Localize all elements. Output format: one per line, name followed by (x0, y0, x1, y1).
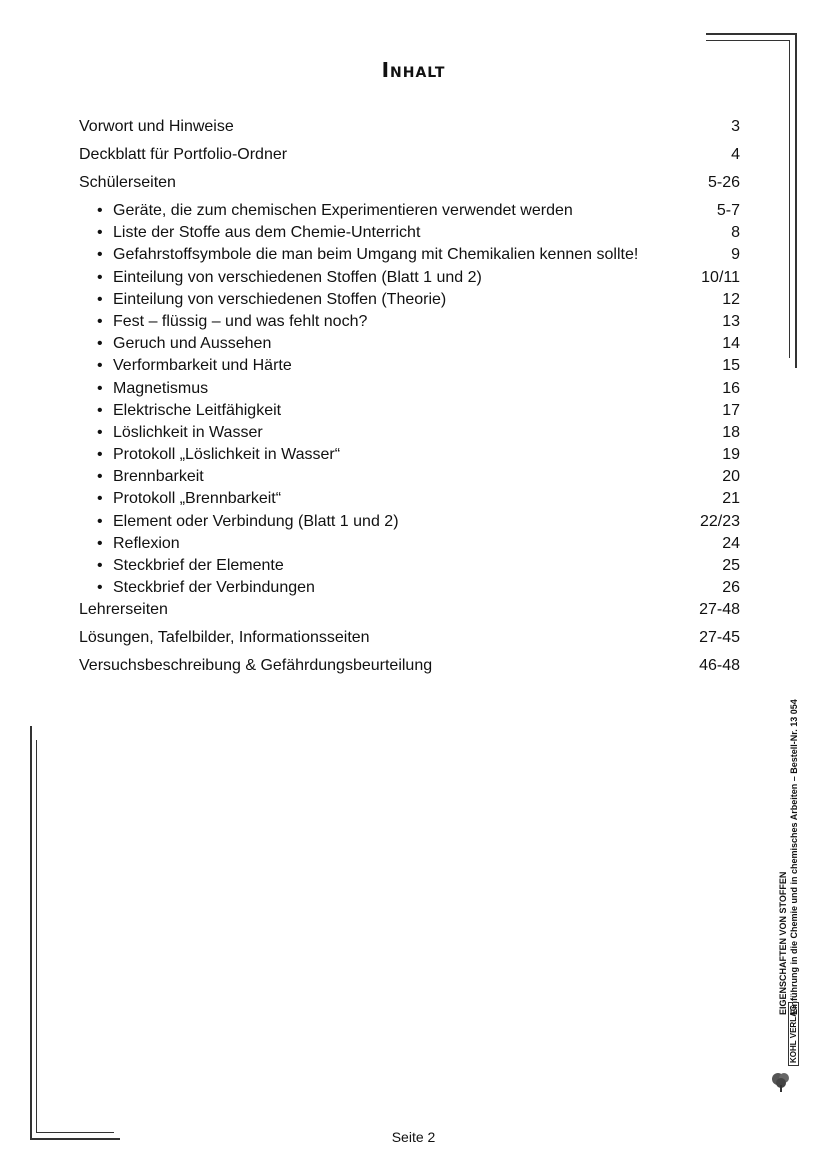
toc-entry-page: 22/23 (699, 512, 740, 530)
bullet-icon: • (97, 312, 103, 330)
toc-entry-page: 4 (731, 146, 740, 163)
toc-entry-page: 26 (722, 579, 740, 597)
bullet-icon: • (97, 579, 103, 597)
toc-entry-page: 16 (722, 379, 740, 397)
toc-entry-page: 27-45 (699, 629, 740, 647)
bullet-icon: • (97, 446, 103, 464)
page-footer: Seite 2 (391, 1129, 436, 1145)
toc-subentry (79, 466, 740, 488)
toc-subentry (79, 378, 740, 400)
bullet-icon: • (97, 423, 103, 441)
toc-entry-title: Steckbrief der Elemente (113, 557, 284, 574)
toc-subentry (79, 289, 740, 311)
bullet-icon: • (97, 534, 103, 552)
toc-entry-page: 12 (722, 290, 740, 308)
toc-entry (79, 144, 740, 172)
bullet-icon: • (97, 379, 103, 397)
toc-entry-title: Element oder Verbindung (Blatt 1 und 2) (113, 512, 399, 530)
bullet-icon: • (97, 268, 103, 286)
frame-top-right-v1 (795, 33, 797, 368)
bullet-icon: • (97, 490, 103, 508)
toc-subentry (79, 200, 740, 222)
toc-entry-title: Fest – flüssig – und was fehlt noch? (113, 312, 368, 330)
toc-entry-page: 9 (731, 246, 740, 264)
toc-entry-title: Gefahrstoffsymbole die man beim Umgang mit Chemikalien kennen sollte! (113, 246, 639, 264)
bullet-icon: • (97, 202, 103, 219)
bullet-icon: • (97, 290, 103, 308)
toc-entry-title: Versuchsbeschreibung & Gefährdungsbeurteilung (79, 657, 433, 675)
toc-entry-page: 17 (722, 401, 740, 419)
toc-entry-page: 46-48 (699, 657, 740, 675)
bullet-icon: • (97, 401, 103, 419)
toc-entry-title: Vorwort und Hinweise (79, 118, 234, 135)
toc-entry-page: 21 (722, 490, 740, 508)
toc-entry-page: 20 (722, 468, 740, 486)
toc-subentry (79, 511, 740, 533)
toc-entry (79, 172, 740, 200)
frame-top-right-h1 (706, 33, 796, 35)
toc-entry-title: Reflexion (113, 534, 180, 552)
toc-subentry (79, 577, 740, 599)
toc-entry-title: Lösungen, Tafelbilder, Informationsseiten (79, 629, 370, 647)
toc-subentry (79, 355, 740, 377)
toc-entry-title: Lehrerseiten (79, 601, 168, 619)
toc-entry-title: Geruch und Aussehen (113, 335, 272, 353)
tree-logo-icon (770, 1070, 792, 1094)
bullet-icon: • (97, 335, 103, 353)
toc-entry-page: 18 (722, 423, 740, 441)
toc-subentry (79, 311, 740, 333)
toc-subentry (79, 244, 740, 266)
toc-entry-page: 15 (722, 357, 740, 375)
bullet-icon: • (97, 512, 103, 530)
toc-entry-title: Liste der Stoffe aus dem Chemie-Unterricht (113, 224, 421, 242)
toc-entry-page: 10/11 (701, 268, 740, 286)
frame-top-right-h2 (706, 40, 789, 41)
toc-entry-page: 5-26 (707, 174, 740, 191)
toc-entry (79, 627, 740, 655)
toc-subentry (79, 422, 740, 444)
toc-entry-title: Steckbrief der Verbindungen (113, 579, 315, 597)
toc-entry-title: Einteilung von verschiedenen Stoffen (Blatt 1 und 2) (113, 268, 482, 286)
toc-entry-page: 13 (722, 312, 740, 330)
toc-subentry (79, 333, 740, 355)
toc-entry-page: 3 (731, 118, 740, 135)
toc-entry (79, 116, 740, 144)
frame-top-right-v2 (789, 40, 790, 358)
sidebar-line-2: Einführung in die Chemie und in chemisches Arbeiten – Bestell-Nr. 13 054 (789, 699, 799, 1015)
toc-entry-page: 27-48 (699, 601, 740, 619)
toc-entry-page: 8 (731, 224, 740, 242)
toc-entry-title: Löslichkeit in Wasser (113, 423, 263, 441)
sidebar-caption (778, 655, 800, 1015)
toc-subentry (79, 267, 740, 289)
bullet-icon: • (97, 246, 103, 264)
toc-subentry (79, 444, 740, 466)
toc-entry-title: Brennbarkeit (113, 468, 204, 486)
frame-bottom-left-v2 (36, 740, 37, 1133)
bullet-icon: • (97, 357, 103, 375)
sidebar-line-1: EIGENSCHAFTEN VON STOFFEN (778, 871, 788, 1015)
toc-entry-title: Protokoll „Löslichkeit in Wasser“ (113, 446, 341, 464)
page-title: Inhalt (381, 58, 446, 82)
toc-subentry (79, 533, 740, 555)
bullet-icon: • (97, 557, 103, 574)
toc-entry-title: Magnetismus (113, 379, 209, 397)
toc-subentry (79, 222, 740, 244)
bullet-icon: • (97, 224, 103, 242)
publisher-logo-text: KOHL VERLAG (788, 1002, 799, 1066)
toc-subentry (79, 400, 740, 422)
toc-entry-title: Verformbarkeit und Härte (113, 357, 292, 375)
toc-entry-page: 14 (722, 335, 740, 353)
toc-entry-title: Schülerseiten (79, 174, 176, 191)
bullet-icon: • (97, 468, 103, 486)
toc-subentry (79, 555, 740, 577)
table-of-contents (79, 116, 740, 683)
toc-entry-title: Deckblatt für Portfolio-Ordner (79, 146, 288, 163)
toc-entry-page: 25 (722, 557, 740, 574)
toc-entry-page: 19 (722, 446, 740, 464)
frame-bottom-left-v1 (30, 726, 32, 1140)
toc-subentry (79, 488, 740, 510)
toc-entry-title: Einteilung von verschiedenen Stoffen (Theorie) (113, 290, 447, 308)
toc-entry-page: 5-7 (716, 202, 740, 219)
toc-entry (79, 655, 740, 683)
toc-entry-title: Protokoll „Brennbarkeit“ (113, 490, 282, 508)
toc-entry-title: Geräte, die zum chemischen Experimentieren verwendet werden (113, 202, 573, 219)
toc-entry-title: Elektrische Leitfähigkeit (113, 401, 282, 419)
toc-entry (79, 599, 740, 627)
toc-entry-page: 24 (722, 534, 740, 552)
